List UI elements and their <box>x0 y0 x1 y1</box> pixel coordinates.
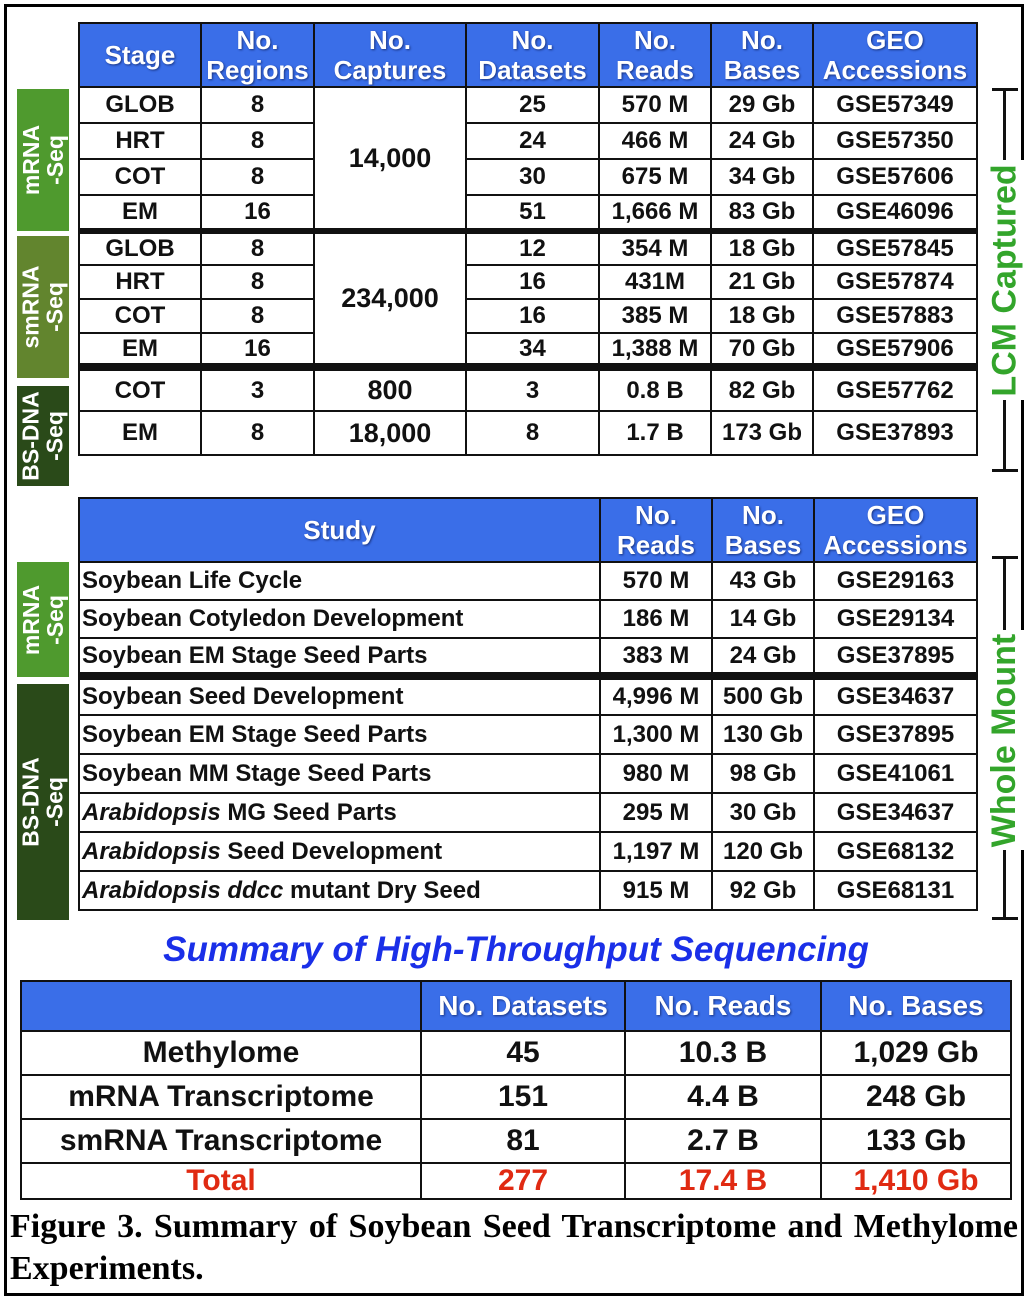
header-text: Stage <box>104 40 176 70</box>
table-cell: 12 <box>466 231 599 265</box>
header-text: No. <box>742 500 784 530</box>
table-row <box>79 871 977 910</box>
header-text: GEO <box>866 25 924 55</box>
group-label-line: -Seq <box>42 594 68 645</box>
whole-mount-table <box>78 497 978 911</box>
group-label-line: -Seq <box>42 411 69 461</box>
table-cell: 383 M <box>600 638 712 676</box>
table-cell: 4,996 M <box>600 676 712 715</box>
table-cell: 295 M <box>600 793 712 832</box>
whole-mount-text: Whole Mount <box>985 633 1024 847</box>
header-text: Reads <box>615 55 695 85</box>
table-cell: 70 Gb <box>711 333 813 367</box>
table-cell: 8 <box>201 159 314 195</box>
table-cell: 30 Gb <box>712 793 814 832</box>
table-cell: EM <box>79 195 201 231</box>
table-cell: HRT <box>79 265 201 299</box>
table-cell: 2.7 B <box>625 1119 821 1163</box>
group-label-line: BS-DNA <box>18 757 45 847</box>
table-cell: 43 Gb <box>712 562 814 600</box>
table-row <box>79 793 977 832</box>
header-text: No. <box>511 25 554 55</box>
table-cell: GSE57883 <box>813 299 977 333</box>
table-cell: 34 <box>466 333 599 367</box>
group-label-line: -Seq <box>42 282 69 332</box>
header-cell <box>813 23 977 87</box>
study-text: Seed Development <box>220 837 443 865</box>
table-cell: HRT <box>79 123 201 159</box>
table-cell: 800 <box>314 367 466 411</box>
study-cell <box>79 871 600 910</box>
table-row <box>79 159 977 195</box>
header-cell <box>466 23 599 87</box>
table-row <box>79 231 977 265</box>
group-label-line: -Seq <box>42 135 68 185</box>
table-cell: GSE57874 <box>813 265 977 299</box>
table-cell: smRNA Transcriptome <box>21 1119 421 1163</box>
group-label-line: mRNA <box>18 124 44 196</box>
table-cell: 466 M <box>599 123 711 159</box>
lcm-table <box>78 22 978 456</box>
table-cell: 570 M <box>600 562 712 600</box>
header-text: No. <box>369 25 411 55</box>
study-text: Arabidopsis <box>82 798 221 826</box>
group-label-line: BS-DNA <box>18 391 45 481</box>
table-cell: 8 <box>201 87 314 123</box>
table-cell: 29 Gb <box>711 87 813 123</box>
table-cell: 92 Gb <box>712 871 814 910</box>
table-row <box>79 333 977 367</box>
table-cell: GSE57606 <box>813 159 977 195</box>
table-cell: 915 M <box>600 871 712 910</box>
table-cell: 8 <box>201 265 314 299</box>
study-cell <box>79 793 600 832</box>
table-cell: 45 <box>421 1031 625 1075</box>
table-cell: EM <box>79 333 201 367</box>
table-cell: GSE34637 <box>814 793 977 832</box>
table-cell: 1,197 M <box>600 832 712 871</box>
table-cell: GSE29163 <box>814 562 977 600</box>
total-cell: 1,410 Gb <box>821 1163 1011 1199</box>
table-cell: GSE37895 <box>814 638 977 676</box>
table-cell: 34 Gb <box>711 159 813 195</box>
table-row <box>79 411 977 455</box>
table-cell: EM <box>79 411 201 455</box>
header-cell: No. Datasets <box>421 981 625 1031</box>
header-text: Accessions <box>822 55 968 85</box>
table-cell: 14 Gb <box>712 600 814 638</box>
table-cell: 570 M <box>599 87 711 123</box>
summary-table <box>20 980 1012 1200</box>
table-row <box>79 715 977 754</box>
study-text: Soybean MM Stage Seed Parts <box>82 759 432 787</box>
header-text: No. <box>634 25 676 55</box>
study-text: MG Seed Parts <box>220 798 397 826</box>
study-cell <box>79 600 600 638</box>
whole-mount-label <box>984 630 1026 850</box>
header-cell <box>814 498 977 562</box>
header-cell <box>712 498 814 562</box>
table-cell: GSE37895 <box>814 715 977 754</box>
table-row <box>21 1075 1011 1119</box>
table-cell: 8 <box>466 411 599 455</box>
captures-cell: 234,000 <box>314 231 466 367</box>
group-label-bsdna-seq-wholemount <box>17 684 69 920</box>
table-row <box>79 832 977 871</box>
table-cell: 3 <box>201 367 314 411</box>
table-cell: 16 <box>466 265 599 299</box>
table-cell: 10.3 B <box>625 1031 821 1075</box>
table-cell: 3 <box>466 367 599 411</box>
table-row <box>79 562 977 600</box>
table-cell: GSE46096 <box>813 195 977 231</box>
table-cell: 0.8 B <box>599 367 711 411</box>
table-cell: 1,300 M <box>600 715 712 754</box>
study-cell <box>79 715 600 754</box>
total-row <box>21 1163 1011 1199</box>
table-cell: 16 <box>201 333 314 367</box>
header-text: No. <box>236 25 279 55</box>
table-cell: 8 <box>201 411 314 455</box>
header-cell <box>201 23 314 87</box>
study-cell <box>79 676 600 715</box>
table-row <box>79 123 977 159</box>
header-text: No. <box>635 500 677 530</box>
table-cell: 980 M <box>600 754 712 793</box>
table-cell: GSE57762 <box>813 367 977 411</box>
lcm-captured-label <box>984 160 1026 400</box>
header-text: Reads <box>616 530 696 560</box>
table-cell: 98 Gb <box>712 754 814 793</box>
table-cell: COT <box>79 159 201 195</box>
total-cell: Total <box>21 1163 421 1199</box>
table-cell: 30 <box>466 159 599 195</box>
lcm-captured-text: LCM Captured <box>985 163 1024 397</box>
header-row <box>21 981 1011 1031</box>
study-text: Soybean Seed Development <box>82 683 404 710</box>
table-cell: 130 Gb <box>712 715 814 754</box>
table-cell: 18 Gb <box>711 299 813 333</box>
table-cell: 120 Gb <box>712 832 814 871</box>
table-cell: 151 <box>421 1075 625 1119</box>
table-row <box>79 195 977 231</box>
table-cell: 186 M <box>600 600 712 638</box>
table-row <box>79 600 977 638</box>
study-cell <box>79 754 600 793</box>
header-cell <box>600 498 712 562</box>
table-cell: 1.7 B <box>599 411 711 455</box>
table-cell: 82 Gb <box>711 367 813 411</box>
group-label-mrna-seq <box>17 89 69 231</box>
study-cell <box>79 832 600 871</box>
table-cell: GSE68132 <box>814 832 977 871</box>
table-cell: GSE57350 <box>813 123 977 159</box>
header-cell: No. Bases <box>821 981 1011 1031</box>
table-cell: GLOB <box>79 87 201 123</box>
table-cell: mRNA Transcriptome <box>21 1075 421 1119</box>
header-text: Bases <box>724 530 802 560</box>
table-cell: 354 M <box>599 231 711 265</box>
table-cell: 4.4 B <box>625 1075 821 1119</box>
table-row <box>79 754 977 793</box>
header-text: Study <box>303 515 376 545</box>
group-label-bsdna-seq <box>17 386 69 486</box>
table-cell: 1,666 M <box>599 195 711 231</box>
table-row <box>21 1119 1011 1163</box>
table-cell: 385 M <box>599 299 711 333</box>
table-cell: 133 Gb <box>821 1119 1011 1163</box>
total-cell: 277 <box>421 1163 625 1199</box>
table-cell: GSE57845 <box>813 231 977 265</box>
study-text: Soybean Cotyledon Development <box>82 605 464 632</box>
table-cell: 25 <box>466 87 599 123</box>
table-cell: 18 Gb <box>711 231 813 265</box>
summary-title: Summary of High-Throughput Sequencing <box>163 930 869 969</box>
table-cell: 83 Gb <box>711 195 813 231</box>
header-cell <box>314 23 466 87</box>
study-text: Soybean EM Stage Seed Parts <box>82 720 428 748</box>
group-label-mrna-seq-wholemount <box>17 562 69 677</box>
table-cell: GSE57906 <box>813 333 977 367</box>
table-cell: 24 Gb <box>712 638 814 676</box>
table-cell: 500 Gb <box>712 676 814 715</box>
group-label-line: smRNA <box>18 265 45 349</box>
header-cell <box>79 498 600 562</box>
header-text: Accessions <box>823 530 968 560</box>
table-cell: GSE34637 <box>814 676 977 715</box>
table-cell: GLOB <box>79 231 201 265</box>
table-cell: 81 <box>421 1119 625 1163</box>
study-text: Arabidopsis <box>82 837 221 865</box>
study-text: Arabidopsis ddcc <box>82 876 284 904</box>
table-row <box>21 1031 1011 1075</box>
header-row <box>79 23 977 87</box>
table-cell: 51 <box>466 195 599 231</box>
header-cell: No. Reads <box>625 981 821 1031</box>
table-row <box>79 87 977 123</box>
table-cell: COT <box>79 367 201 411</box>
table-cell: GSE37893 <box>813 411 977 455</box>
table-cell: 675 M <box>599 159 711 195</box>
header-text: Bases <box>723 55 801 85</box>
table-cell: 8 <box>201 123 314 159</box>
header-text: Datasets <box>478 55 587 85</box>
table-cell: GSE29134 <box>814 600 977 638</box>
table-cell: 8 <box>201 299 314 333</box>
table-row <box>79 638 977 676</box>
table-cell: 21 Gb <box>711 265 813 299</box>
header-cell <box>599 23 711 87</box>
study-text: Soybean Life Cycle <box>82 567 303 594</box>
table-cell: 18,000 <box>314 411 466 455</box>
header-row <box>79 498 977 562</box>
study-text: Soybean EM Stage Seed Parts <box>82 641 428 669</box>
table-row <box>79 676 977 715</box>
table-cell: GSE68131 <box>814 871 977 910</box>
table-cell: 173 Gb <box>711 411 813 455</box>
table-cell: 24 Gb <box>711 123 813 159</box>
table-row <box>79 367 977 411</box>
table-cell: 16 <box>466 299 599 333</box>
header-text: No. <box>741 25 783 55</box>
header-text: GEO <box>866 500 925 530</box>
study-text: mutant Dry Seed <box>283 876 481 904</box>
group-label-smrna-seq <box>17 236 69 378</box>
table-row <box>79 265 977 299</box>
group-label-line: mRNA <box>18 584 44 655</box>
table-cell: 16 <box>201 195 314 231</box>
table-cell: 1,388 M <box>599 333 711 367</box>
table-cell: COT <box>79 299 201 333</box>
study-cell <box>79 562 600 600</box>
table-cell: 8 <box>201 231 314 265</box>
header-cell <box>79 23 201 87</box>
table-row <box>79 299 977 333</box>
table-cell: Methylome <box>21 1031 421 1075</box>
header-cell <box>711 23 813 87</box>
table-cell: GSE41061 <box>814 754 977 793</box>
header-cell <box>21 981 421 1031</box>
table-cell: GSE57349 <box>813 87 977 123</box>
total-cell: 17.4 B <box>625 1163 821 1199</box>
table-cell: 431M <box>599 265 711 299</box>
table-cell: 1,029 Gb <box>821 1031 1011 1075</box>
study-cell <box>79 638 600 676</box>
header-text: Captures <box>333 55 447 85</box>
table-cell: 24 <box>466 123 599 159</box>
figure-caption: Figure 3. Summary of Soybean Seed Transcriptome and Methylome Experiments. <box>10 1208 1018 1287</box>
group-label-line: -Seq <box>42 777 69 827</box>
header-text: Regions <box>206 55 309 85</box>
captures-cell: 14,000 <box>314 87 466 231</box>
table-cell: 248 Gb <box>821 1075 1011 1119</box>
